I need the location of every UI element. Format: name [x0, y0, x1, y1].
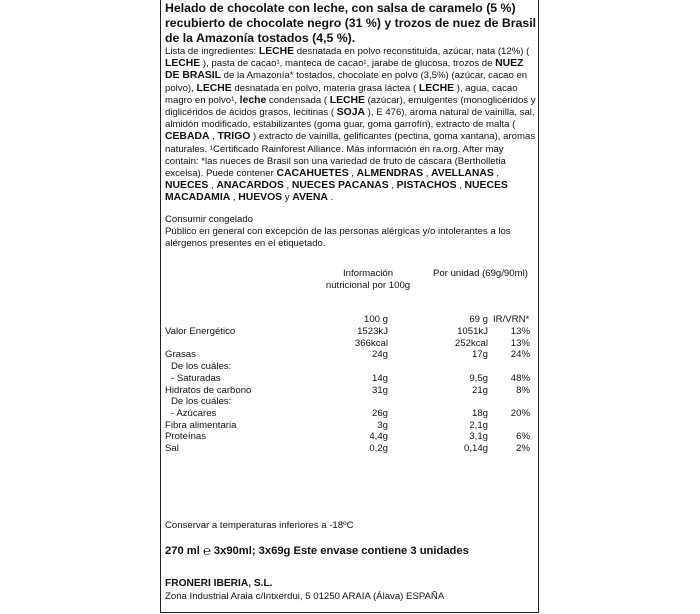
ingredient-text: desnatada en polvo reconstituida, azúcar, nata (12%) (: [294, 46, 530, 57]
value-100g: 0,2g: [369, 443, 388, 454]
ingredients-list: [165, 46, 537, 205]
ingredient-text: ,: [209, 131, 218, 143]
nutrient-label: Valor Energético: [165, 326, 236, 337]
ingredient-text: ), pasta de cacao¹, manteca de cacao¹, jarabe de glucosa, trozos de: [200, 58, 496, 70]
value-69g: 1051kJ: [457, 326, 488, 337]
value-ir: 48%: [510, 372, 530, 384]
allergen: AVENA: [292, 192, 328, 204]
ingredient-text: ,: [423, 168, 432, 180]
nutrient-label: - Saturadas: [171, 372, 221, 384]
allergen: NUECES MACADAMIA: [165, 180, 508, 204]
allergen: LECHE: [165, 58, 201, 70]
ingredient-text: ,: [493, 168, 500, 180]
col-ir-header: IR/VRN*: [493, 314, 530, 325]
allergen: leche: [239, 94, 267, 106]
quantity-line: [165, 543, 469, 558]
allergen: PISTACHOS: [396, 180, 457, 192]
ingredient-text: ,: [348, 168, 357, 180]
ingredient-text: .: [327, 192, 334, 204]
ingredient-text: ,: [230, 192, 239, 204]
allergen: LECHE: [418, 82, 455, 94]
nutrient-label: Hidratos de carbono: [165, 384, 252, 396]
volume: 270 ml: [165, 545, 200, 557]
ingredient-text: (azúcar), emulgentes (monoglicéridos y diglicéridos de ácidos grasos, lecitinas (: [165, 94, 536, 119]
ingredient-text: ), E 476), aroma natural de vainilla, sal, almidón modificado, estabilizantes (goma guar, goma garrofín), extracto de malta (: [165, 107, 535, 131]
storage-note: Conservar a temperaturas inferiores a -18ºC: [165, 520, 354, 531]
ingredient-text: y: [282, 192, 293, 204]
nutrient-label: Sal: [165, 443, 179, 454]
ingredient-text: Lista de ingredientes:: [165, 46, 259, 57]
nutrition-header-100g: Información nutricional por 100g: [325, 268, 411, 291]
audience-note: Público en general con excepción de las personas alérgicas y/o intolerantes a los alérgenos presentes en el etiquetado.: [165, 226, 511, 250]
value-69g: 0,14g: [463, 443, 488, 454]
value-69g: 3,1g: [469, 431, 488, 443]
allergen: TRIGO: [217, 131, 251, 143]
allergen: ALMENDRAS: [356, 168, 424, 180]
ingredient-text: ,: [283, 180, 292, 192]
value-ir: 13%: [510, 326, 530, 337]
nutrient-label: De los cuáles:: [171, 396, 232, 408]
allergen: NUECES PACANAS: [291, 180, 389, 192]
value-69g: 21g: [471, 384, 488, 396]
nutrition-header-unit: Por unidad (69g/90ml): [433, 268, 528, 279]
ingredient-text: condensada (: [266, 94, 330, 106]
value-69g: 2,1g: [469, 419, 488, 431]
value-69g: 252kcal: [454, 337, 488, 349]
col-100g-header: 100 g: [363, 314, 388, 325]
value-100g: 3g: [377, 419, 388, 431]
value-ir: 20%: [510, 407, 530, 419]
value-100g: 31g: [371, 384, 388, 396]
allergen: NUECES: [165, 180, 209, 192]
value-ir: 6%: [516, 431, 530, 443]
nutrient-label: Grasas: [165, 349, 196, 361]
allergen: LECHE: [329, 94, 365, 106]
pack-details: 3x90ml; 3x69g Este envase contiene 3 unidades: [213, 545, 469, 557]
value-100g: 366kcal: [354, 337, 388, 349]
value-100g: 26g: [371, 407, 388, 419]
col-69g-header: 69 g: [469, 314, 488, 325]
allergen: LECHE: [196, 82, 232, 94]
ingredient-text: de la Amazonía* tostados, chocolate en polvo (3,5%) (azúcar, cacao en polvo),: [165, 70, 528, 94]
value-69g: 17g: [471, 349, 488, 361]
allergen: AVELLANAS: [431, 168, 494, 180]
nutrient-label: - Azúcares: [171, 407, 217, 419]
value-69g: 9,5g: [469, 372, 488, 384]
nutrient-label: De los cuáles:: [171, 361, 232, 373]
value-ir: 8%: [516, 384, 530, 396]
value-ir: 13%: [510, 337, 530, 349]
value-100g: 4,4g: [369, 431, 388, 443]
value-100g: 24g: [371, 349, 388, 361]
value-ir: 2%: [516, 443, 530, 454]
ingredient-text: ,: [388, 180, 397, 192]
estimated-sign-icon: ℮: [202, 543, 211, 558]
ingredient-text: desnatada en polvo, materia grasa láctea (: [231, 82, 419, 94]
allergen: CACAHUETES: [276, 168, 349, 180]
ingredient-text: ,: [208, 180, 217, 192]
allergen: NUEZ DE BRASIL: [165, 58, 524, 82]
company-name: FRONERI IBERIA, S.L.: [165, 578, 273, 589]
nutrient-label: Fibra alimentaria: [165, 419, 237, 431]
value-ir: 24%: [510, 349, 530, 361]
ingredient-text: ,: [456, 180, 465, 192]
value-100g: 1523kJ: [357, 326, 388, 337]
ingredient-text: ), agua, cacao magro en polvo¹,: [165, 82, 518, 106]
allergen: HUEVOS: [238, 192, 283, 204]
company-address: Zona Industrial Araia c/Intxerdui, 5 01250 ARAIA (Álava) ESPAÑA: [165, 591, 445, 602]
allergen: LECHE: [258, 46, 295, 57]
consumption-note: Consumir congelado: [165, 214, 253, 225]
allergen: SOJA: [336, 107, 366, 119]
value-69g: 18g: [471, 407, 488, 419]
value-100g: 14g: [371, 372, 388, 384]
nutrient-label: Proteínas: [165, 431, 207, 443]
allergen: ANACARDOS: [216, 180, 284, 192]
ingredient-text: ) extracto de vainilla, gelificantes (pectina, goma xantana), aromas naturales. ¹Certificado Rainforest Alliance. Más información en ra.org. After may contain: *las nueces de Brasil son una variedad de fruto de cáscara (Bertholletia excelsa). Puede contener: [165, 131, 536, 180]
allergen: CEBADA: [165, 131, 210, 143]
product-title: Helado de chocolate con leche, con salsa de caramelo (5 %) recubierto de chocolate negro (31 %) y trozos de nuez de Brasil de la Amazonía tostados (4,5 %).: [165, 1, 537, 45]
